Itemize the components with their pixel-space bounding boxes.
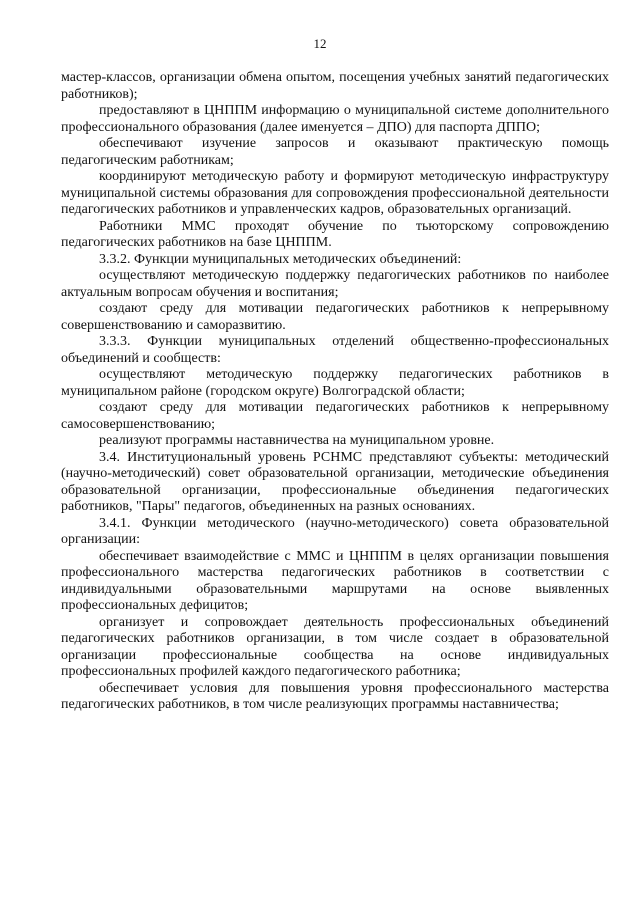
- paragraph: обеспечивает условия для повышения уровня профессионального мастерства педагогических работников, в том числе реализующих программы наставничества;: [61, 680, 609, 712]
- paragraph: 3.4. Институциональный уровень РСНМС представляют субъекты: методический (научно-методический) совет образовательной организации, методические объединения образовательной организации, профессиональные объединения педагогических работников, "Пары" педагогов, объединенных на разных основаниях.: [61, 449, 609, 514]
- paragraph: организует и сопровождает деятельность профессиональных объединений педагогических работников организации, в том числе создает в образовательной организации профессиональные сообщества на основе индивидуальных профессиональных профилей каждого педагогического работника;: [61, 614, 609, 679]
- paragraph: обеспечивают изучение запросов и оказывают практическую помощь педагогическим работникам;: [61, 136, 609, 168]
- paragraph: осуществляют методическую поддержку педагогических работников по наиболее актуальным вопросам обучения и воспитания;: [61, 268, 609, 300]
- paragraph: координируют методическую работу и формируют методическую инфраструктуру муниципальной системы образования для сопровождения профессиональной деятельности педагогических работников и управленческих кадров, образовательных организаций.: [61, 169, 609, 217]
- paragraph: мастер-классов, организации обмена опытом, посещения учебных занятий педагогических работников);: [61, 70, 609, 102]
- paragraph: создают среду для мотивации педагогических работников к непрерывному самосовершенствованию;: [61, 400, 609, 432]
- paragraph: обеспечивает взаимодействие с ММС и ЦНППМ в целях организации повышения профессионального мастерства педагогических работников в соответствии с индивидуальными образовательными маршрутами на основе выявленных профессиональных дефицитов;: [61, 548, 609, 613]
- paragraph: предоставляют в ЦНППМ информацию о муниципальной системе дополнительного профессионального образования (далее именуется – ДПО) для паспорта ДППО;: [61, 103, 609, 135]
- page-number: 12: [313, 36, 327, 51]
- section-heading: 3.3.3. Функции муниципальных отделений общественно-профессиональных объединений и сообществ:: [61, 334, 609, 366]
- section-heading: 3.3.2. Функции муниципальных методических объединений:: [99, 251, 462, 267]
- paragraph: осуществляют методическую поддержку педагогических работников в муниципальном районе (городском округе) Волгоградской области;: [61, 367, 609, 399]
- section-heading: 3.4.1. Функции методического (научно-методического) совета образовательной организации:: [61, 515, 609, 547]
- document-body: [61, 70, 609, 714]
- paragraph: реализуют программы наставничества на муниципальном уровне.: [99, 433, 495, 448]
- paragraph: Работники ММС проходят обучение по тьюторскому сопровождению педагогических работников на базе ЦНППМ.: [61, 218, 609, 250]
- paragraph: создают среду для мотивации педагогических работников к непрерывному совершенствованию и саморазвитию.: [61, 301, 609, 333]
